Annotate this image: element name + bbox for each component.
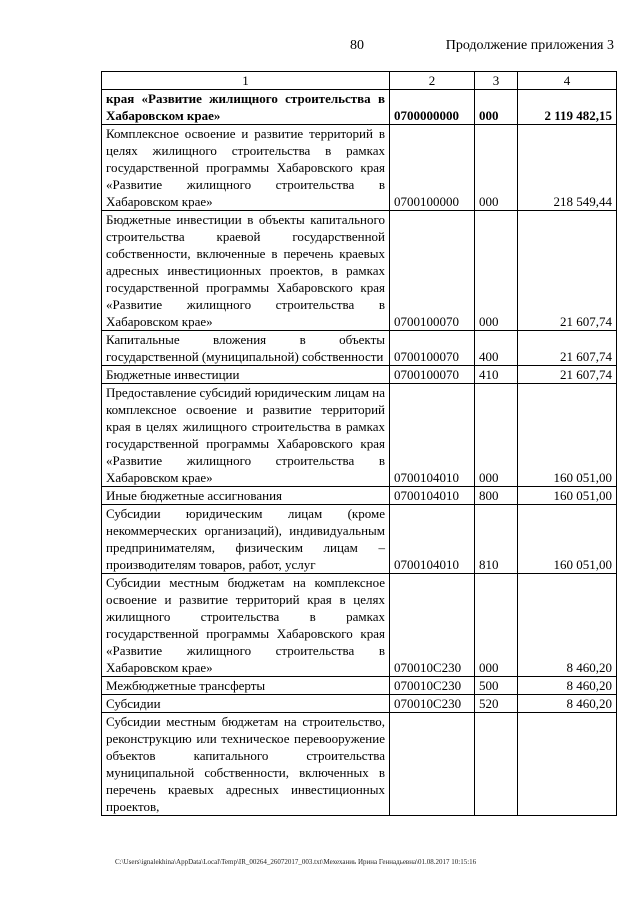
table-row	[102, 90, 617, 125]
row-group: 410	[475, 366, 518, 384]
row-name: Иные бюджетные ассигнования	[102, 487, 390, 505]
table-row	[102, 125, 617, 211]
row-amount: 8 460,20	[518, 695, 617, 713]
row-name: Субсидии	[102, 695, 390, 713]
column-header-4: 4	[518, 72, 617, 90]
row-code: 0700100070	[390, 331, 475, 366]
table-row	[102, 505, 617, 574]
row-code: 070010С230	[390, 695, 475, 713]
table-row	[102, 713, 617, 816]
row-group: 000	[475, 90, 518, 125]
row-name: Комплексное освоение и развитие территорий в целях жилищного строительства в рамках государственной программы Хабаровского края «Развитие жилищного строительства в Хабаровском крае»	[102, 125, 390, 211]
row-name: Капитальные вложения в объекты государственной (муниципальной) собственности	[102, 331, 390, 366]
page-number: 80	[350, 38, 364, 53]
row-name: Субсидии местным бюджетам на строительство, реконструкцию или техническое перевооружение объектов капитального строительства муниципальной собственности, включенных в перечень краевых адресных инвестиционных проектов,	[102, 713, 390, 816]
row-group: 520	[475, 695, 518, 713]
column-header-2: 2	[390, 72, 475, 90]
row-amount: 21 607,74	[518, 211, 617, 331]
row-amount: 160 051,00	[518, 487, 617, 505]
row-name: Бюджетные инвестиции в объекты капитального строительства краевой государственной собственности, включенные в перечень краевых адресных инвестиционных проектов, в рамках государственной программы Хабаровского края «Развитие жилищного строительства в Хабаровском крае»	[102, 211, 390, 331]
budget-table	[101, 71, 617, 816]
row-code	[390, 713, 475, 816]
table-row	[102, 384, 617, 487]
row-amount: 160 051,00	[518, 505, 617, 574]
table-row	[102, 487, 617, 505]
row-name: края «Развитие жилищного строительства в Хабаровском крае»	[102, 90, 390, 125]
column-header-3: 3	[475, 72, 518, 90]
row-group: 000	[475, 211, 518, 331]
row-group	[475, 713, 518, 816]
row-amount: 8 460,20	[518, 677, 617, 695]
row-code: 0700104010	[390, 487, 475, 505]
row-amount: 2 119 482,15	[518, 90, 617, 125]
table-row	[102, 695, 617, 713]
row-name: Бюджетные инвестиции	[102, 366, 390, 384]
row-group: 400	[475, 331, 518, 366]
row-name: Предоставление субсидий юридическим лицам на комплексное освоение и развитие территорий края в целях жилищного строительства в рамках государственной программы Хабаровского края «Развитие жилищного строительства в Хабаровском крае»	[102, 384, 390, 487]
continuation-label: Продолжение приложения 3	[445, 38, 614, 53]
row-code: 070010С230	[390, 677, 475, 695]
row-code: 0700100070	[390, 366, 475, 384]
table-row	[102, 574, 617, 677]
table-row	[102, 677, 617, 695]
row-name: Субсидии юридическим лицам (кроме некоммерческих организаций), индивидуальным предпринимателям, физическим лицам – производителям товаров, работ, услуг	[102, 505, 390, 574]
row-amount: 21 607,74	[518, 366, 617, 384]
table-row	[102, 331, 617, 366]
row-group: 500	[475, 677, 518, 695]
row-group: 000	[475, 125, 518, 211]
row-name: Субсидии местным бюджетам на комплексное освоение и развитие территорий края в целях жилищного строительства в рамках государственной программы Хабаровского края «Развитие жилищного строительства в Хабаровском крае»	[102, 574, 390, 677]
row-code: 0700100070	[390, 211, 475, 331]
row-code: 070010С230	[390, 574, 475, 677]
row-code: 0700104010	[390, 505, 475, 574]
row-amount: 21 607,74	[518, 331, 617, 366]
file-path-footer: C:\Users\ignalekhina\AppData\Local\Temp\IR_00264_26072017_003.txt\Мехеханиь Ирина Геннадьевна\01.08.2017 10:15:16	[115, 858, 477, 866]
row-code: 0700000000	[390, 90, 475, 125]
row-name: Межбюджетные трансферты	[102, 677, 390, 695]
row-code: 0700104010	[390, 384, 475, 487]
row-amount: 8 460,20	[518, 574, 617, 677]
row-group: 800	[475, 487, 518, 505]
row-code: 0700100000	[390, 125, 475, 211]
row-group: 000	[475, 384, 518, 487]
table-row	[102, 366, 617, 384]
row-group: 810	[475, 505, 518, 574]
row-amount	[518, 713, 617, 816]
table-header-row	[102, 72, 617, 90]
column-header-1: 1	[102, 72, 390, 90]
row-amount: 218 549,44	[518, 125, 617, 211]
row-amount: 160 051,00	[518, 384, 617, 487]
table-row	[102, 211, 617, 331]
row-group: 000	[475, 574, 518, 677]
